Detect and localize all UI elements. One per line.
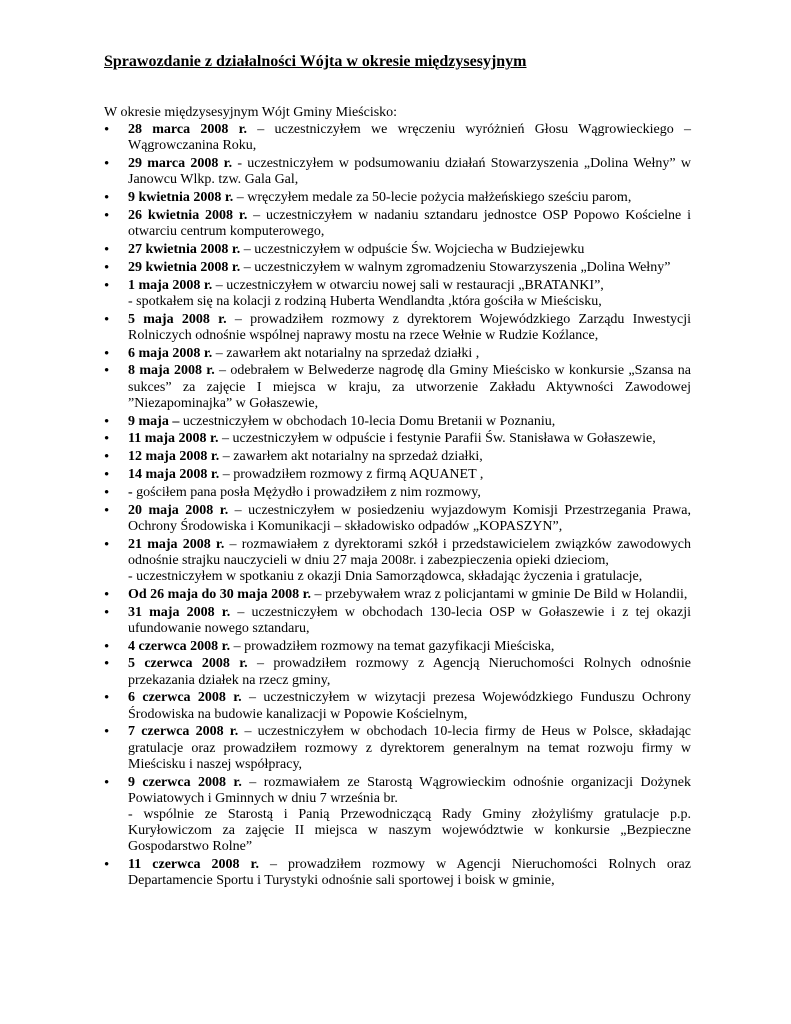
list-item-description: – uczestniczyłem we wręczeniu wyróżnień Głosu Wągrowieckiego – Wągrowczanina Roku,	[128, 122, 691, 154]
list-item-text	[128, 537, 691, 569]
list-item	[104, 278, 691, 310]
list-item-description: – uczestniczyłem w obchodach 10-lecia firmy de Heus w Polsce, składając gratulacje oraz prowadziłem rozmowy z dyrektorem generalnym na temat rozwoju firmy w Mieścisku i naszej współpracy,	[128, 724, 692, 772]
list-item-description: – rozmawiałem z dyrektorami szkół i przedstawicielem związków zawodowych odnośnie strajku nauczycieli w dniu 27 maja 2008r. i zabezpieczenia opieki dzieciom,	[128, 536, 691, 568]
list-item-description: – uczestniczyłem w walnym zgromadzeniu Stowarzyszenia „Dolina Wełny”	[240, 259, 671, 275]
list-item-description: – prowadziłem rozmowy na temat gazyfikacji Mieściska,	[230, 638, 555, 654]
activity-list	[104, 122, 691, 889]
list-item	[104, 208, 691, 240]
list-item	[104, 449, 691, 465]
list-item	[104, 724, 691, 773]
list-item-text	[128, 775, 691, 807]
list-item	[104, 414, 691, 430]
list-item-text	[128, 312, 691, 344]
list-item-date: 11 czerwca 2008 r.	[128, 857, 259, 873]
list-item-date: 5 maja 2008 r.	[128, 311, 227, 327]
list-item-description: – przebywałem wraz z policjantami w gminie De Bild w Holandii,	[311, 586, 688, 602]
list-item-continuation: - wspólnie ze Starostą i Panią Przewodniczącą Rady Gminy złożyliśmy gratulacje p.p. Kuryłowiczom za zajęcie II miejsca w naszym województwie w konkursie „Bezpieczne Gospodarstwo Rolne”	[128, 806, 691, 855]
list-item-text	[128, 485, 691, 501]
list-item-date: 6 maja 2008 r.	[128, 345, 213, 361]
intro-text: W okresie międzysesyjnym Wójt Gminy Mieścisko:	[104, 105, 398, 120]
list-item	[104, 639, 691, 655]
list-item-text	[128, 363, 691, 412]
list-item-text	[128, 260, 691, 276]
list-item-description: – uczestniczyłem w wizytacji prezesa Wojewódzkiego Funduszu Ochrony Środowiska na budowie kanalizacji w Popowie Kościelnym,	[128, 690, 692, 722]
list-item-date: 26 kwietnia 2008 r.	[128, 208, 248, 223]
list-item-text	[128, 242, 691, 258]
list-item-text	[128, 208, 691, 240]
list-item-description: – prowadziłem rozmowy w Agencji Nieruchomości Rolnych oraz Departamencie Sportu i Turystyki odnośnie sali sportowej i boisk w gminie,	[128, 857, 691, 889]
list-item	[104, 312, 691, 344]
list-item-date: 29 marca 2008 r.	[128, 156, 233, 172]
list-item-date: 27 kwietnia 2008 r.	[128, 242, 241, 257]
list-item-text	[128, 587, 691, 603]
list-item-description: – zawarłem akt notarialny na sprzedaż działki,	[219, 449, 483, 465]
list-item	[104, 242, 691, 258]
list-item-date: 28 marca 2008 r.	[128, 122, 247, 138]
list-item-continuation: - spotkałem się na kolacji z rodziną Huberta Wendlandta ,która gościła w Mieścisku,	[128, 293, 602, 309]
list-item-description: – rozmawiałem ze Starostą Wągrowieckim odnośnie organizacji Dożynek Powiatowych i Gminnych w dniu 7 września br.	[128, 774, 692, 806]
list-item-text	[128, 122, 691, 154]
list-item-date: 9 maja –	[128, 413, 180, 429]
list-item	[104, 656, 691, 688]
list-item-text	[128, 605, 691, 637]
list-item	[104, 857, 691, 889]
list-item-description: – wręczyłem medale za 50-lecie pożycia małżeńskiego sześciu parom,	[233, 190, 632, 206]
list-item-text	[128, 449, 691, 465]
list-item	[104, 690, 691, 722]
list-item-description: gościłem pana posła Mężydło i prowadziłem z nim rozmowy,	[132, 484, 481, 500]
list-item-date: 7 czerwca 2008 r.	[128, 724, 239, 740]
list-item-description: – prowadziłem rozmowy z dyrektorem Wojewódzkiego Zarządu Inwestycji Rolniczych odnośnie wspólnej naprawy mostu na rzece Wełnie w Rudzie Koźlance,	[128, 311, 691, 343]
list-item-description: uczestniczyłem w obchodach 10-lecia Domu Bretanii w Poznaniu,	[179, 413, 556, 429]
list-item-date: Od 26 maja do 30 maja 2008 r.	[128, 586, 312, 602]
list-item-description: – uczestniczyłem w odpuście Św. Wojciecha w Budziejewku	[240, 242, 585, 257]
list-item-text	[128, 467, 691, 483]
list-item-description: – uczestniczyłem w posiedzeniu wyjazdowym Komisji Przestrzegania Prawa, Ochrony Środowiska i Komunikacji – składowisko odpadów „KOPASZYN”,	[128, 502, 691, 534]
list-item-text	[128, 156, 691, 188]
list-item-description: – uczestniczyłem w odpuście i festynie Parafii Św. Stanisława w Gołaszewie,	[218, 431, 656, 447]
list-item-description: – uczestniczyłem w otwarciu nowej sali w restauracji „BRATANKI”,	[212, 277, 604, 293]
list-item-description: – odebrałem w Belwederze nagrodę dla Gminy Mieścisko w konkursie „Szansa na sukces” za zajęcie I miejsca w kraju, za utworzenie Zakładu Aktywności Zawodowej ”Niezapominajka” w Gołaszewie,	[128, 363, 691, 411]
list-item	[104, 363, 691, 412]
list-item	[104, 537, 691, 586]
list-item-date: 21 maja 2008 r.	[128, 536, 225, 552]
list-item-date: 12 maja 2008 r.	[128, 449, 220, 465]
list-item-date: 8 maja 2008 r.	[128, 363, 215, 379]
list-item-date: 9 kwietnia 2008 r.	[128, 190, 234, 206]
list-item-text	[128, 857, 691, 889]
list-item-date: 31 maja 2008 r.	[128, 604, 231, 620]
list-item	[104, 503, 691, 535]
list-item-date: 1 maja 2008 r.	[128, 277, 213, 293]
list-item	[104, 346, 691, 362]
list-item-text	[128, 503, 691, 535]
list-item-description: – uczestniczyłem w obchodach 130-lecia OSP w Gołaszewie i z tej okazji ufundowanie nowego sztandaru,	[128, 604, 691, 636]
list-item	[104, 431, 691, 447]
list-item-date: 5 czerwca 2008 r.	[128, 656, 248, 672]
list-item-date: 20 maja 2008 r.	[128, 502, 229, 518]
list-item	[104, 156, 691, 188]
list-item	[104, 260, 691, 276]
list-item	[104, 190, 691, 206]
list-item-text	[128, 690, 691, 722]
list-item-description: - uczestniczyłem w podsumowaniu działań Stowarzyszenia „Dolina Wełny” w Janowcu Wlkp. tzw. Gala Gal,	[128, 156, 691, 188]
list-item	[104, 775, 691, 856]
list-item-description: – uczestniczyłem w nadaniu sztandaru jednostce OSP Popowo Kościelne i otwarciu centrum komputerowego,	[128, 208, 691, 240]
document-title: Sprawozdanie z działalności Wójta w okresie międzysesyjnym	[104, 53, 527, 70]
list-item-date: 11 maja 2008 r.	[128, 431, 219, 447]
list-item-text	[128, 190, 691, 206]
list-item-date: 14 maja 2008 r.	[128, 466, 220, 482]
list-item	[104, 587, 691, 603]
list-item-continuation: - uczestniczyłem w spotkaniu z okazji Dnia Samorządowca, składając życzenia i gratulacje,	[128, 568, 643, 584]
list-item-description: – prowadziłem rozmowy z Agencją Nieruchomości Rolnych odnośnie przekazania działek na rzecz gminy,	[128, 656, 691, 688]
list-item-text	[128, 724, 691, 773]
list-item	[104, 485, 691, 501]
list-item-text	[128, 431, 691, 447]
list-item-date: 6 czerwca 2008 r.	[128, 690, 242, 706]
list-item-text	[128, 346, 691, 362]
list-item-date: -	[128, 484, 133, 500]
list-item	[104, 467, 691, 483]
list-item-description: – zawarłem akt notarialny na sprzedaż działki ,	[212, 345, 480, 361]
list-item-date: 29 kwietnia 2008 r.	[128, 259, 241, 275]
list-item-date: 9 czerwca 2008 r.	[128, 774, 242, 790]
list-item-text	[128, 639, 691, 655]
list-item-text	[128, 656, 691, 688]
list-item	[104, 122, 691, 154]
list-item	[104, 605, 691, 637]
list-item-text	[128, 414, 691, 430]
list-item-description: – prowadziłem rozmowy z firmą AQUANET ,	[219, 466, 484, 482]
list-item-date: 4 czerwca 2008 r.	[128, 638, 231, 654]
list-item-text	[128, 278, 691, 294]
